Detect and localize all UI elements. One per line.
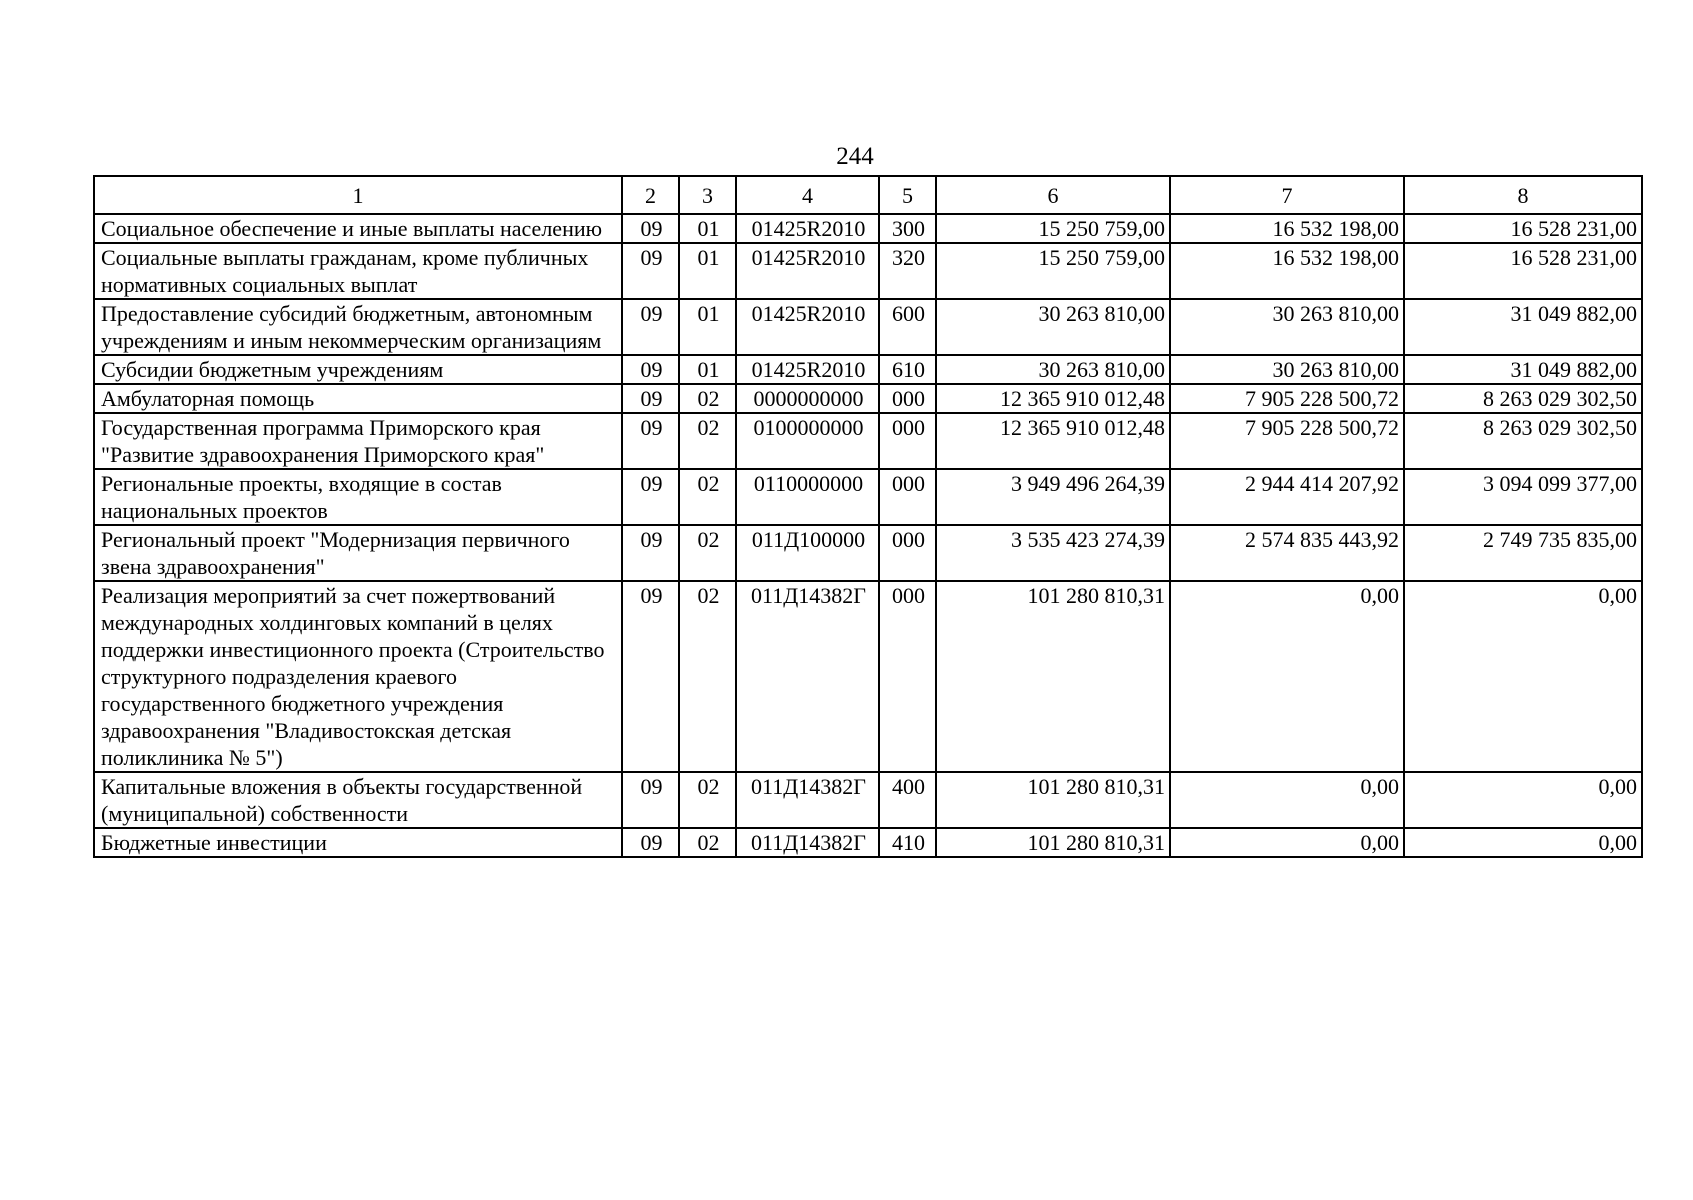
table-row: [94, 772, 1642, 828]
row-name: Амбулаторная помощь: [94, 384, 622, 413]
target-article-code: 01425R2010: [736, 243, 879, 299]
amount-col-6: 12 365 910 012,48: [936, 413, 1170, 469]
expense-type-code: 400: [879, 772, 936, 828]
table-row: [94, 384, 1642, 413]
target-article-code: 0110000000: [736, 469, 879, 525]
amount-col-6: 30 263 810,00: [936, 299, 1170, 355]
section-code: 09: [622, 772, 679, 828]
amount-col-6: 101 280 810,31: [936, 828, 1170, 857]
table-row: [94, 581, 1642, 772]
row-name: Региональные проекты, входящие в состав национальных проектов: [94, 469, 622, 525]
expense-type-code: 000: [879, 581, 936, 772]
subsection-code: 02: [679, 384, 736, 413]
amount-col-7: 16 532 198,00: [1170, 243, 1404, 299]
subsection-code: 01: [679, 355, 736, 384]
table-row: [94, 243, 1642, 299]
target-article-code: 0100000000: [736, 413, 879, 469]
section-code: 09: [622, 828, 679, 857]
subsection-code: 01: [679, 299, 736, 355]
amount-col-8: 8 263 029 302,50: [1404, 413, 1642, 469]
amount-col-7: 2 944 414 207,92: [1170, 469, 1404, 525]
amount-col-8: 31 049 882,00: [1404, 299, 1642, 355]
target-article-code: 01425R2010: [736, 214, 879, 243]
amount-col-8: 16 528 231,00: [1404, 214, 1642, 243]
subsection-code: 02: [679, 828, 736, 857]
row-name: Социальные выплаты гражданам, кроме публичных нормативных социальных выплат: [94, 243, 622, 299]
expense-type-code: 000: [879, 469, 936, 525]
header-cell: 1: [94, 176, 622, 214]
amount-col-7: 30 263 810,00: [1170, 299, 1404, 355]
amount-col-8: 0,00: [1404, 772, 1642, 828]
amount-col-8: 2 749 735 835,00: [1404, 525, 1642, 581]
row-name: Субсидии бюджетным учреждениям: [94, 355, 622, 384]
amount-col-6: 12 365 910 012,48: [936, 384, 1170, 413]
table-row: [94, 355, 1642, 384]
amount-col-8: 8 263 029 302,50: [1404, 384, 1642, 413]
amount-col-7: 7 905 228 500,72: [1170, 413, 1404, 469]
header-cell: 4: [736, 176, 879, 214]
amount-col-7: 0,00: [1170, 581, 1404, 772]
subsection-code: 02: [679, 525, 736, 581]
target-article-code: 0000000000: [736, 384, 879, 413]
section-code: 09: [622, 243, 679, 299]
table-body: [94, 214, 1642, 857]
header-cell: 5: [879, 176, 936, 214]
row-name: Региональный проект "Модернизация первичного звена здравоохранения": [94, 525, 622, 581]
expense-type-code: 600: [879, 299, 936, 355]
amount-col-7: 30 263 810,00: [1170, 355, 1404, 384]
subsection-code: 02: [679, 581, 736, 772]
header-cell: 3: [679, 176, 736, 214]
amount-col-7: 7 905 228 500,72: [1170, 384, 1404, 413]
subsection-code: 02: [679, 413, 736, 469]
header-cell: 8: [1404, 176, 1642, 214]
amount-col-8: 31 049 882,00: [1404, 355, 1642, 384]
subsection-code: 01: [679, 243, 736, 299]
section-code: 09: [622, 581, 679, 772]
page-number: 244: [836, 143, 874, 170]
header-cell: 2: [622, 176, 679, 214]
amount-col-7: 2 574 835 443,92: [1170, 525, 1404, 581]
amount-col-8: 0,00: [1404, 581, 1642, 772]
target-article-code: 011Д14382Г: [736, 581, 879, 772]
amount-col-6: 3 949 496 264,39: [936, 469, 1170, 525]
header-cell: 7: [1170, 176, 1404, 214]
amount-col-8: 0,00: [1404, 828, 1642, 857]
subsection-code: 02: [679, 772, 736, 828]
row-name: Реализация мероприятий за счет пожертвований международных холдинговых компаний в целях поддержки инвестиционного проекта (Строительство структурного подразделения краевого государственного бюджетного учреждения здравоохранения "Владивостокская детская поликлиника № 5"): [94, 581, 622, 772]
table-row: [94, 413, 1642, 469]
section-code: 09: [622, 214, 679, 243]
section-code: 09: [622, 384, 679, 413]
amount-col-7: 16 532 198,00: [1170, 214, 1404, 243]
target-article-code: 011Д14382Г: [736, 828, 879, 857]
header-cell: 6: [936, 176, 1170, 214]
amount-col-6: 15 250 759,00: [936, 243, 1170, 299]
table-row: [94, 525, 1642, 581]
expense-type-code: 610: [879, 355, 936, 384]
expense-type-code: 000: [879, 413, 936, 469]
expense-type-code: 300: [879, 214, 936, 243]
amount-col-6: 15 250 759,00: [936, 214, 1170, 243]
expense-type-code: 000: [879, 525, 936, 581]
amount-col-7: 0,00: [1170, 828, 1404, 857]
expense-type-code: 410: [879, 828, 936, 857]
expense-type-code: 000: [879, 384, 936, 413]
section-code: 09: [622, 355, 679, 384]
table-row: [94, 469, 1642, 525]
section-code: 09: [622, 469, 679, 525]
subsection-code: 02: [679, 469, 736, 525]
section-code: 09: [622, 299, 679, 355]
amount-col-6: 30 263 810,00: [936, 355, 1170, 384]
header-row: [94, 176, 1642, 214]
amount-col-7: 0,00: [1170, 772, 1404, 828]
section-code: 09: [622, 413, 679, 469]
budget-table: [93, 175, 1643, 858]
amount-col-8: 16 528 231,00: [1404, 243, 1642, 299]
table-row: [94, 214, 1642, 243]
row-name: Государственная программа Приморского края "Развитие здравоохранения Приморского края": [94, 413, 622, 469]
subsection-code: 01: [679, 214, 736, 243]
row-name: Бюджетные инвестиции: [94, 828, 622, 857]
amount-col-6: 3 535 423 274,39: [936, 525, 1170, 581]
section-code: 09: [622, 525, 679, 581]
amount-col-6: 101 280 810,31: [936, 772, 1170, 828]
table-row: [94, 299, 1642, 355]
amount-col-6: 101 280 810,31: [936, 581, 1170, 772]
expense-type-code: 320: [879, 243, 936, 299]
row-name: Капитальные вложения в объекты государственной (муниципальной) собственности: [94, 772, 622, 828]
table-row: [94, 828, 1642, 857]
target-article-code: 01425R2010: [736, 355, 879, 384]
target-article-code: 011Д100000: [736, 525, 879, 581]
target-article-code: 01425R2010: [736, 299, 879, 355]
row-name: Предоставление субсидий бюджетным, автономным учреждениям и иным некоммерческим организациям: [94, 299, 622, 355]
row-name: Социальное обеспечение и иные выплаты населению: [94, 214, 622, 243]
amount-col-8: 3 094 099 377,00: [1404, 469, 1642, 525]
target-article-code: 011Д14382Г: [736, 772, 879, 828]
